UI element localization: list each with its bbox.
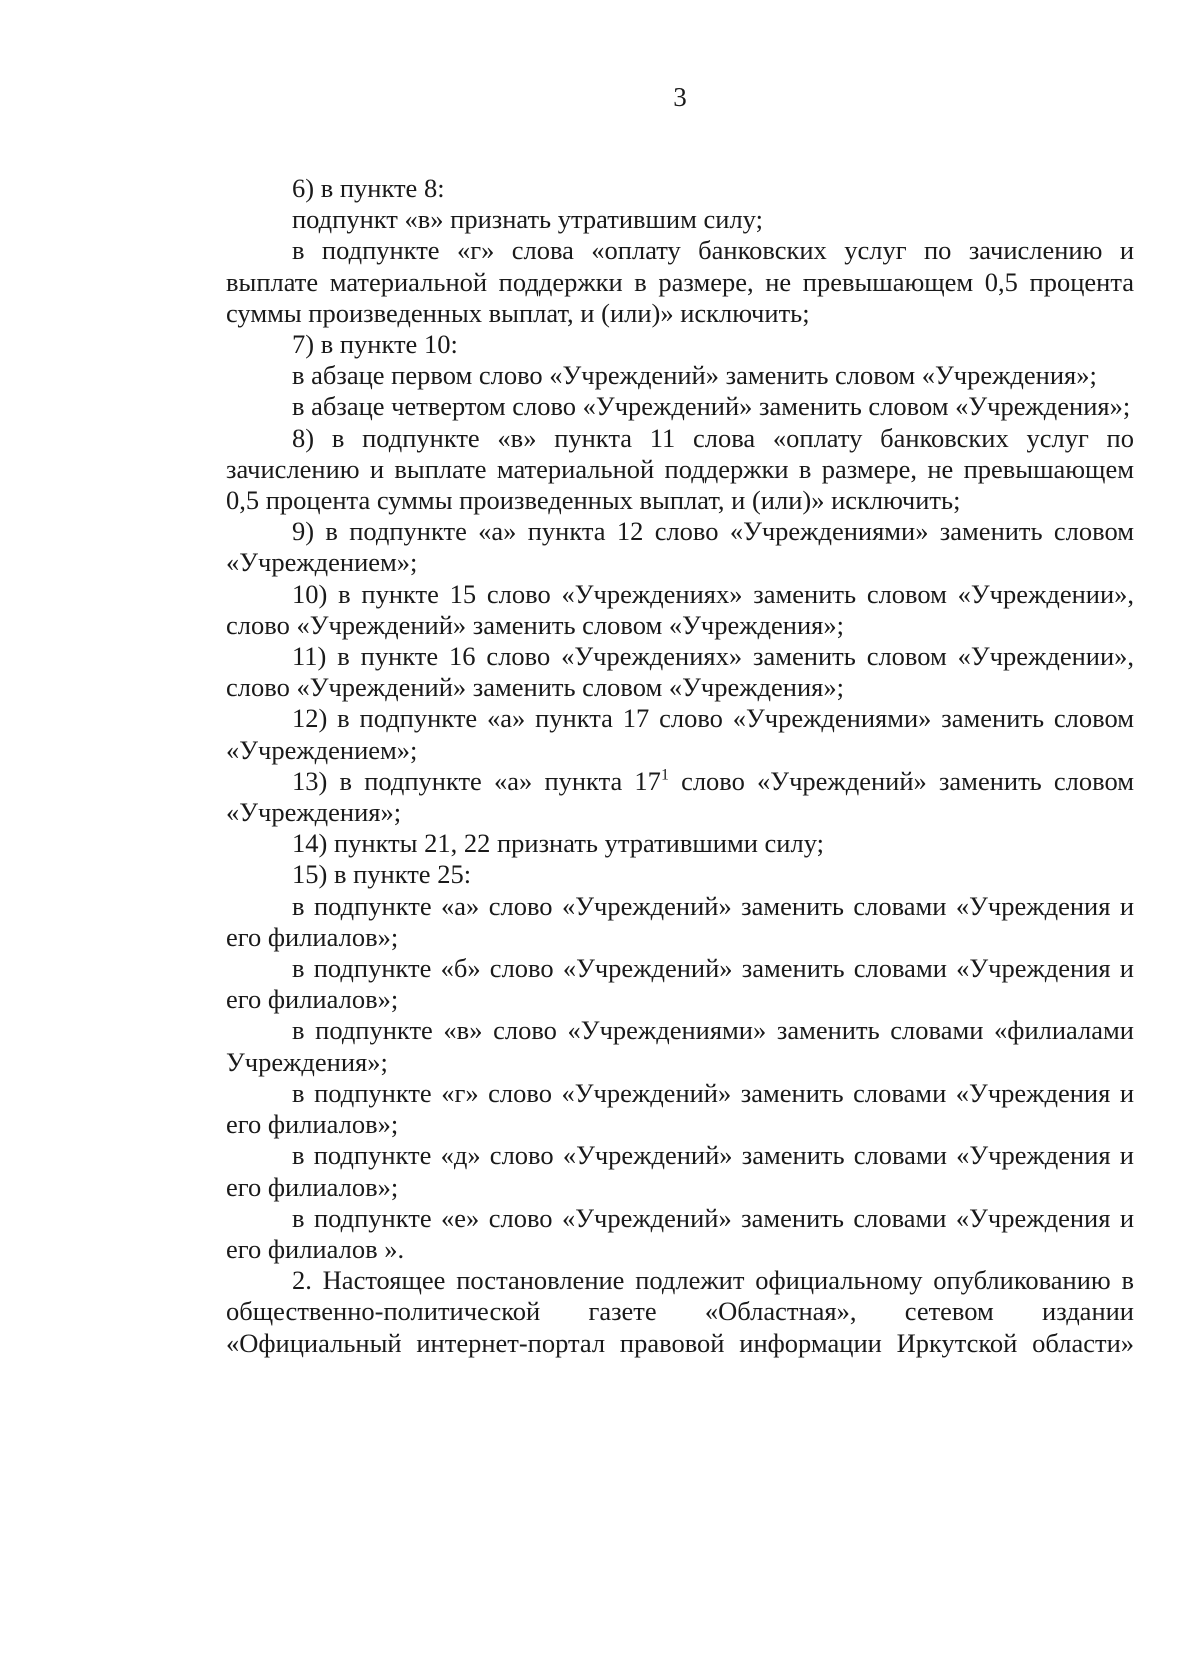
paragraph-item-6: 6) в пункте 8:: [292, 173, 445, 203]
paragraph-item-8: 8) в подпункте «в» пункта 11 слова «оплату банковских услуг по зачислению и выплате материальной поддержки в размере, не превышающем 0,5 процента суммы произведенных выплат, и (или)» исключить;: [226, 422, 1134, 516]
paragraph-item-10: 10) в пункте 15 слово «Учреждениях» заменить словом «Учреждении», слово «Учреждений» заменить словом «Учреждения»;: [226, 578, 1134, 640]
paragraph-publication: 2. Настоящее постановление подлежит официальному опубликованию в общественно-политической газете «Областная», сетевом издании «Официальный интернет-портал правовой информации Иркутской области»: [226, 1265, 1134, 1358]
paragraph-first-abzac: в абзаце первом слово «Учреждений» заменить словом «Учреждения»;: [292, 360, 1097, 391]
paragraph-item-12: 12) в подпункте «а» пункта 17 слово «Учреждениями» заменить словом «Учреждением»;: [226, 703, 1134, 765]
paragraph-subitem-v: в подпункте «в» слово «Учреждениями» заменить словами «филиалами Учреждения»;: [226, 1015, 1134, 1077]
paragraph-fourth-abzac: в абзаце четвертом слово «Учреждений» заменить словом «Учреждения»;: [292, 391, 1131, 422]
paragraph-subitem-a: в подпункте «а» слово «Учреждений» заменить словами «Учреждения и его филиалов»;: [226, 890, 1134, 952]
paragraph-item-13-start: 13) в подпункте «а» пункта 17: [292, 765, 661, 796]
paragraph-subitem-b: в подпункте «б» слово «Учреждений» заменить словами «Учреждения и его филиалов»;: [226, 953, 1134, 1015]
paragraph-subitem-g: в подпункте «г» слово «Учреждений» заменить словами «Учреждения и его филиалов»;: [226, 1077, 1134, 1140]
paragraph-item-9: 9) в подпункте «а» пункта 12 слово «Учреждениями» заменить словом «Учреждением»;: [226, 516, 1134, 578]
superscript-index: 1: [660, 766, 669, 784]
paragraph-item-14: 14) пункты 21, 22 признать утратившими силу;: [292, 828, 824, 859]
paragraph-item-13-end: слово «Учреждений» заменить словом «Учреждения»;: [226, 765, 1134, 828]
paragraph-subitem-e: в подпункте «е» слово «Учреждений» заменить словами «Учреждения и его филиалов ».: [226, 1202, 1134, 1264]
paragraph-item-11: 11) в пункте 16 слово «Учреждениях» заменить словом «Учреждении», слово «Учреждений» заменить словом «Учреждения»;: [226, 641, 1134, 703]
paragraph-item-15: 15) в пункте 25:: [292, 859, 472, 890]
paragraph-subitem-g-exclude: в подпункте «г» слова «оплату банковских услуг по зачислению и выплате материальной поддержки в размере, не превышающем 0,5 процента суммы произведенных выплат, и (или)» исключить;: [226, 235, 1134, 328]
paragraph-subitem-d: в подпункте «д» слово «Учреждений» заменить словами «Учреждения и его филиалов»;: [226, 1140, 1134, 1202]
paragraph-item-7: 7) в пункте 10:: [292, 329, 458, 360]
paragraph-subitem-v-repeal: подпункт «в» признать утратившим силу;: [292, 204, 763, 235]
page-number: 3: [673, 82, 687, 112]
paragraph-item-13: [226, 766, 1134, 828]
document-body: [226, 173, 1134, 1359]
